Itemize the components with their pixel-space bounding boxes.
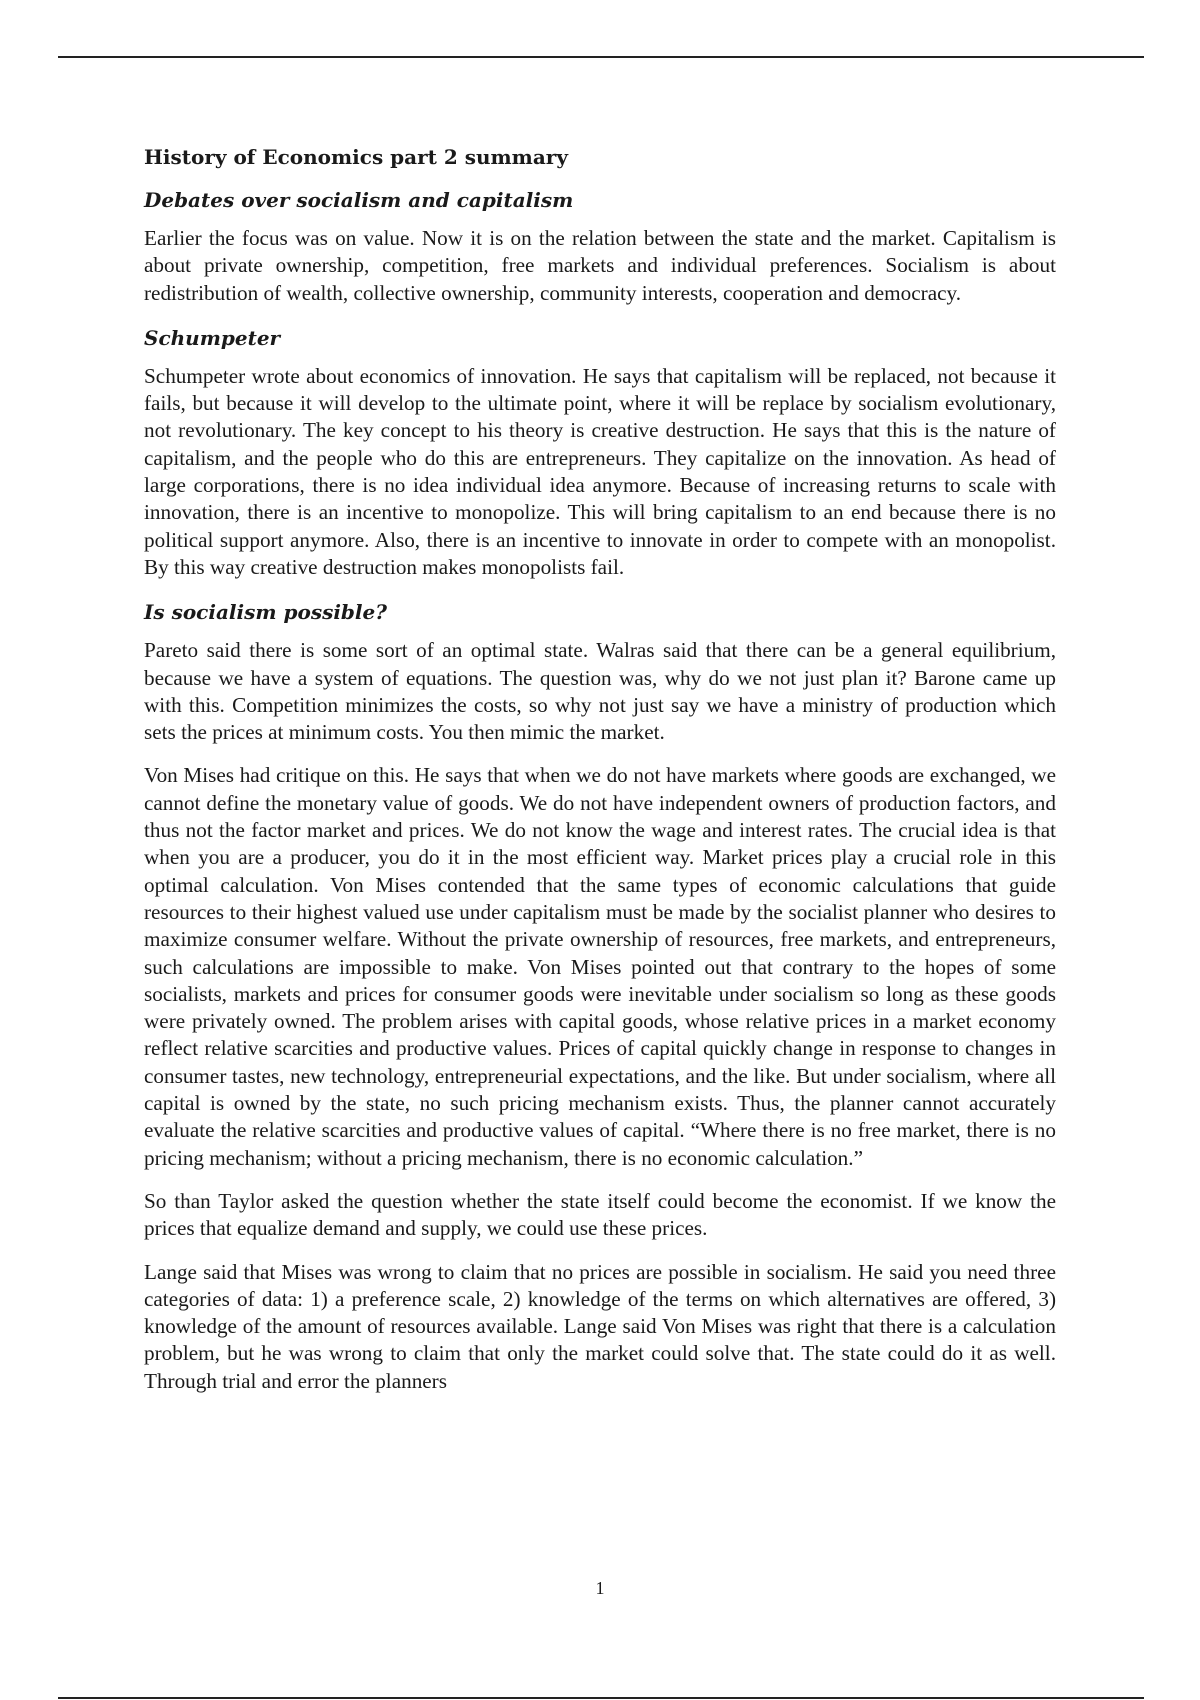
paragraph: Lange said that Mises was wrong to claim that no prices are possible in socialism. He said you need three categories of data: 1) a preference scale, 2) knowledge of the terms on which alternatives are offered, 3) knowledge of the amount of resources available. Lange said Von Mises was right that there is a calculation problem, but he was wrong to claim that only the market could solve that. The state could do it as well. Through trial and error the planners [144,1259,1056,1393]
paragraph: Pareto said there is some sort of an optimal state. Walras said that there can be a general equilibrium, because we have a system of equations. The question was, why do we not just plan it? Barone came up with this. Competition minimizes the costs, so why not just say we have a ministry of production which sets the prices at minimum costs. You then mimic the market. [144,638,1056,745]
paragraph: So than Taylor asked the question whether the state itself could become the economist. If we know the prices that equalize demand and supply, we could use these prices. [144,1188,1056,1241]
section-debates [144,185,1056,307]
paragraph: Von Mises had critique on this. He says that when we do not have markets where goods are exchanged, we cannot define the monetary value of goods. We do not have independent owners of production factors, and thus not the factor market and prices. We do not know the wage and interest rates. The crucial idea is that when you are a producer, you do it in the most efficient way. Market prices play a crucial role in this optimal calculation. Von Mises contended that the same types of economic calculations that guide resources to their highest valued use under capitalism must be made by the socialist planner who desires to maximize consumer welfare. Without the private ownership of resources, free markets, and entrepreneurs, such calculations are impossible to make. Von Mises pointed out that contrary to the hopes of some socialists, markets and prices for consumer goods were inevitable under socialism so long as these goods were privately owned. The problem arises with capital goods, whose relative prices in a market economy reflect relative scarcities and productive values. Prices of capital quickly change in response to changes in consumer tastes, new technology, entrepreneurial expectations, and the like. But under socialism, where all capital is owned by the state, no such pricing mechanism exists. Thus, the planner cannot accurately evaluate the relative scarcities and productive values of capital. “Where there is no free market, there is no pricing mechanism; without a pricing mechanism, there is no economic calculation.” [144,763,1056,1170]
paragraph: Schumpeter wrote about economics of innovation. He says that capitalism will be replaced, not because it fails, but because it will develop to the ultimate point, where it will be replace by socialism evolutionary, not revolutionary. The key concept to his theory is creative destruction. He says that this is the nature of capitalism, and the people who do this are entrepreneurs. They capitalize on the innovation. As head of large corporations, there is no idea individual idea anymore. Because of increasing returns to scale with innovation, there is an incentive to monopolize. This will bring capitalism to an end because there is no political support anymore. Also, there is an incentive to innovate in order to compete with an monopolist. By this way creative destruction makes monopolists fail. [144,363,1056,579]
section-socialism-possible [144,597,1056,1395]
footer-rule [58,1697,1144,1699]
section-heading: Schumpeter [144,325,281,350]
section-heading: Is socialism possible? [144,600,387,625]
header-rule [58,56,1144,58]
section-heading: Debates over socialism and capitalism [144,188,574,212]
section-schumpeter [144,323,1056,581]
page-number: 1 [595,1578,605,1598]
document-body [144,140,1056,1395]
document-title: History of Economics part 2 summary [144,145,568,169]
paragraph: Earlier the focus was on value. Now it is on the relation between the state and the market. Capitalism is about private ownership, competition, free markets and individual preferences. Socialism is about redistribution of wealth, collective ownership, community interests, cooperation and democracy. [144,226,1056,305]
